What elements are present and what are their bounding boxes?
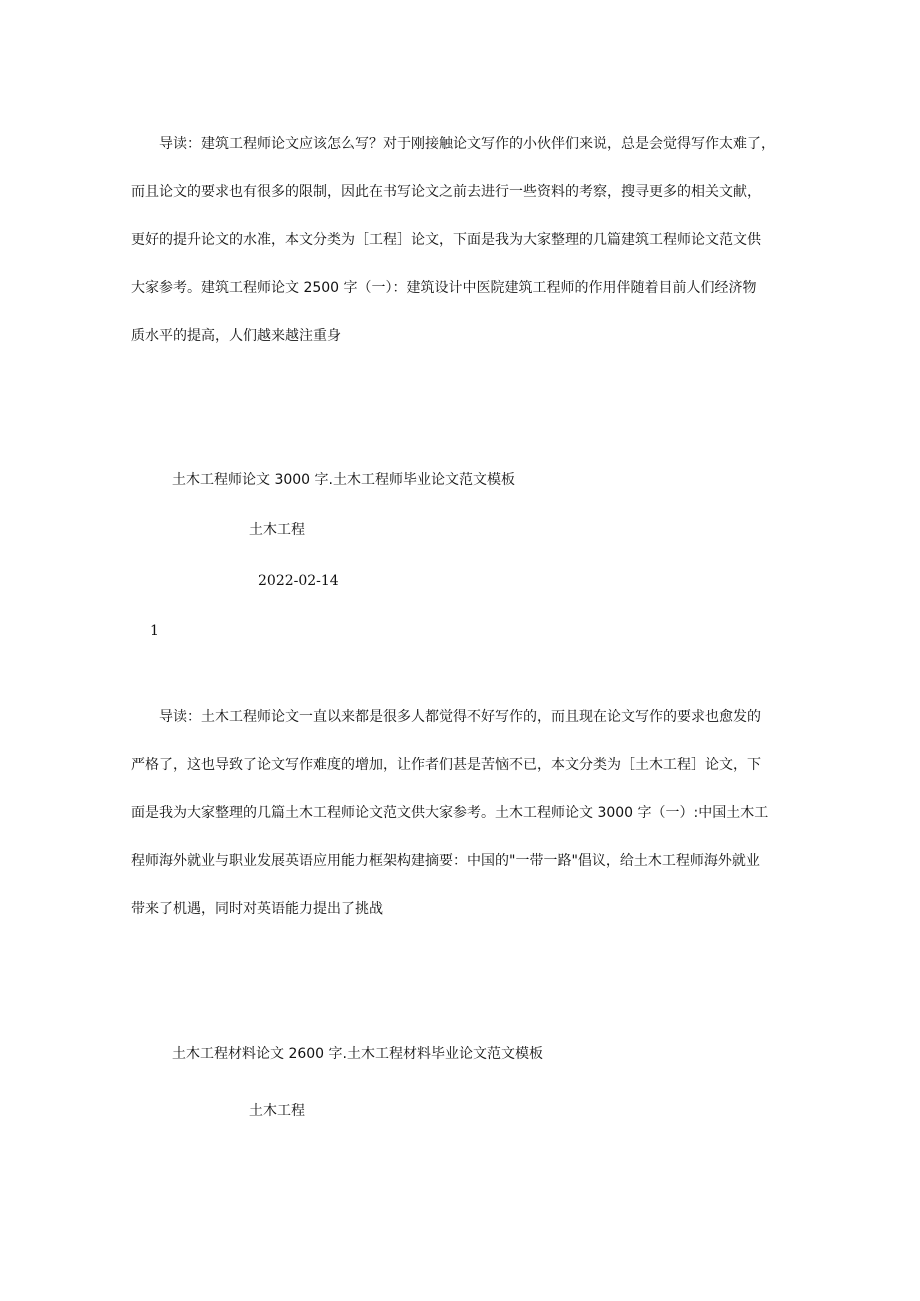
paragraph-line: 程师海外就业与职业发展英语应用能力框架构建摘要：中国的"一带一路"倡议，给土木工程师海外就业 (131, 853, 760, 869)
paragraph-line: 而且论文的要求也有很多的限制，因此在书写论文之前去进行一些资料的考察，搜寻更多的相关文献， (131, 184, 761, 200)
article-intro-paragraph (131, 134, 801, 374)
entry-category: 土木工程 (249, 522, 305, 538)
paragraph-line: 更好的提升论文的水准，本文分类为［工程］论文，下面是我为大家整理的几篇建筑工程师论文范文供 (131, 232, 761, 248)
entry-date: 2022-02-14 (258, 573, 339, 589)
entry-title: 土木工程材料论文 2600 字.土木工程材料毕业论文范文模板 (172, 1046, 543, 1062)
entry-category: 土木工程 (249, 1103, 305, 1119)
entry-title: 土木工程师论文 3000 字.土木工程师毕业论文范文模板 (172, 472, 515, 488)
paragraph-line: 面是我为大家整理的几篇土木工程师论文范文供大家参考。土木工程师论文 3000 字（一）:中国土木工 (131, 805, 769, 821)
paragraph-line: 严格了，这也导致了论文写作难度的增加，让作者们甚是苦恼不已，本文分类为［土木工程］论文，下 (131, 757, 761, 773)
paragraph-line: 导读：建筑工程师论文应该怎么写？对于刚接触论文写作的小伙伴们来说，总是会觉得写作太难了， (131, 136, 775, 152)
paragraph-line: 导读：土木工程师论文一直以来都是很多人都觉得不好写作的，而且现在论文写作的要求也愈发的 (131, 709, 761, 725)
article-intro-paragraph (131, 707, 801, 947)
paragraph-line: 大家参考。建筑工程师论文 2500 字（一）：建筑设计中医院建筑工程师的作用伴随着目前人们经济物 (131, 280, 757, 296)
paragraph-line: 带来了机遇，同时对英语能力提出了挑战 (131, 901, 383, 917)
paragraph-line: 质水平的提高，人们越来越注重身 (131, 328, 341, 344)
entry-index: 1 (150, 623, 159, 639)
